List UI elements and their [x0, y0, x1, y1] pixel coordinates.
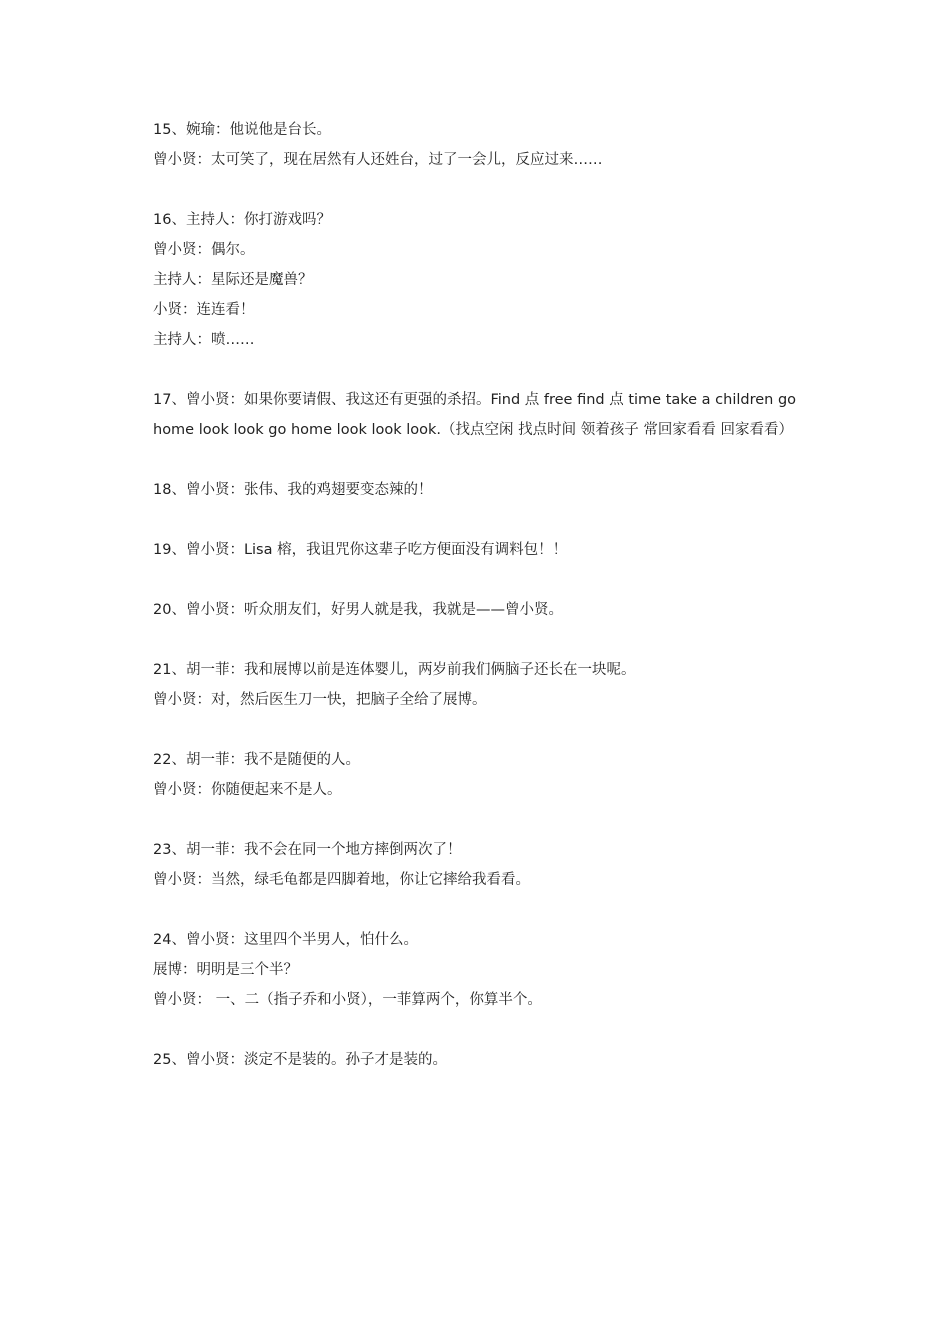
quote-line: 小贤：连连看！ — [153, 302, 255, 318]
quote-line: 18、曾小贤：张伟、我的鸡翅要变态辣的！ — [153, 482, 433, 498]
quote-22 — [153, 745, 813, 805]
quote-line: 20、曾小贤：听众朋友们，好男人就是我，我就是——曾小贤。 — [153, 602, 563, 618]
quote-line: 21、胡一菲：我和展博以前是连体婴儿，两岁前我们俩脑子还长在一块呢。 — [153, 662, 636, 678]
quote-line: 24、曾小贤：这里四个半男人，怕什么。 — [153, 932, 418, 948]
quote-line: 16、主持人：你打游戏吗？ — [153, 212, 331, 228]
quote-15 — [153, 115, 813, 175]
quote-21 — [153, 655, 813, 715]
quote-18 — [153, 475, 813, 505]
quote-line: 25、曾小贤：淡定不是装的。孙子才是装的。 — [153, 1052, 447, 1068]
quote-16 — [153, 205, 813, 355]
quote-line: 曾小贤：你随便起来不是人。 — [153, 782, 342, 798]
quote-line: 23、胡一菲：我不会在同一个地方摔倒两次了！ — [153, 842, 462, 858]
quote-line: 展博：明明是三个半？ — [153, 962, 298, 978]
quote-line: 曾小贤： 一、二（指子乔和小贤），一菲算两个，你算半个。 — [153, 992, 542, 1008]
document-body — [153, 115, 813, 1105]
quote-20 — [153, 595, 813, 625]
quote-line: 主持人：喷…… — [153, 332, 255, 348]
quote-line: 17、曾小贤：如果你要请假、我这还有更强的杀招。Find 点 free find 点 time take a children go home look look go home look look look.（找点空闲 找点时间 领着孩子 常回家看看 回家看看） — [153, 392, 801, 438]
quote-23 — [153, 835, 813, 895]
quote-line: 曾小贤：当然，绿毛龟都是四脚着地，你让它摔给我看看。 — [153, 872, 530, 888]
quote-17 — [153, 385, 813, 445]
quote-line: 曾小贤：偶尔。 — [153, 242, 255, 258]
quote-line: 15、婉瑜：他说他是台长。 — [153, 122, 331, 138]
quote-line: 19、曾小贤：Lisa 榕，我诅咒你这辈子吃方便面没有调料包！！ — [153, 542, 568, 558]
quote-line: 曾小贤：太可笑了，现在居然有人还姓台，过了一会儿，反应过来…… — [153, 152, 603, 168]
quote-line: 曾小贤：对，然后医生刀一快，把脑子全给了展博。 — [153, 692, 487, 708]
quote-line: 主持人：星际还是魔兽？ — [153, 272, 313, 288]
quote-19 — [153, 535, 813, 565]
quote-line: 22、胡一菲：我不是随便的人。 — [153, 752, 360, 768]
quote-25 — [153, 1045, 813, 1075]
quote-24 — [153, 925, 813, 1015]
